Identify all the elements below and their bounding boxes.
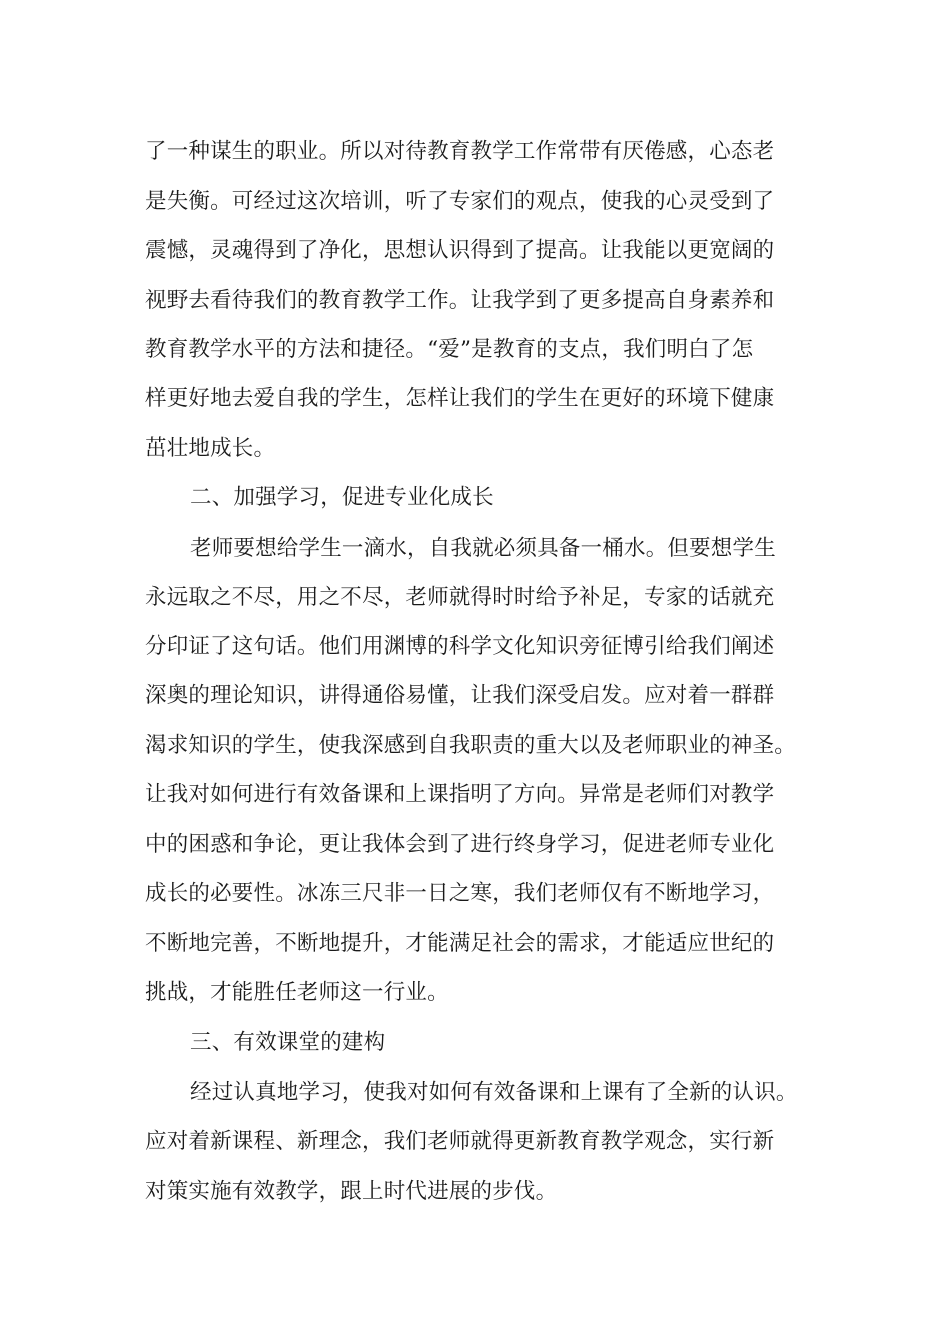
text-line: 深奥的理论知识，讲得通俗易懂，让我们深受启发。应对着一群群 (145, 683, 775, 708)
section-heading: 三、有效课堂的建构 (190, 1030, 386, 1055)
text-line: 了一种谋生的职业。所以对待教育教学工作常带有厌倦感，心态老 (145, 139, 775, 164)
text-line: 对策实施有效教学，跟上时代进展的步伐。 (145, 1179, 558, 1204)
text-line: 渴求知识的学生，使我深感到自我职责的重大以及老师职业的神圣。 (145, 733, 797, 758)
text-line: 永远取之不尽，用之不尽，老师就得时时给予补足，专家的话就充 (145, 585, 775, 610)
text-line: 茁壮地成长。 (145, 436, 276, 461)
text-line: 震憾，灵魂得到了净化，思想认识得到了提高。让我能以更宽阔的 (145, 238, 775, 263)
text-line: 教育教学水平的方法和捷径。“爱”是教育的支点，我们明白了怎 (145, 337, 754, 362)
text-line: 经过认真地学习，使我对如何有效备课和上课有了全新的认识。 (190, 1080, 798, 1105)
text-line: 分印证了这句话。他们用渊博的科学文化知识旁征博引给我们阐述 (145, 634, 775, 659)
text-line: 视野去看待我们的教育教学工作。让我学到了更多提高自身素养和 (145, 288, 775, 313)
text-line: 不断地完善，不断地提升，才能满足社会的需求，才能适应世纪的 (145, 931, 775, 956)
text-line: 样更好地去爱自我的学生，怎样让我们的学生在更好的环境下健康 (145, 386, 775, 411)
text-line: 让我对如何进行有效备课和上课指明了方向。异常是老师们对教学 (145, 782, 775, 807)
text-line: 中的困惑和争论，更让我体会到了进行终身学习，促进老师专业化 (145, 832, 775, 857)
text-line: 应对着新课程、新理念，我们老师就得更新教育教学观念，实行新 (145, 1129, 775, 1154)
text-line: 是失衡。可经过这次培训，听了专家们的观点，使我的心灵受到了 (145, 189, 775, 214)
text-line: 成长的必要性。冰冻三尺非一日之寒，我们老师仅有不断地学习， (145, 881, 775, 906)
text-line: 老师要想给学生一滴水，自我就必须具备一桶水。但要想学生 (190, 536, 776, 561)
section-heading: 二、加强学习，促进专业化成长 (190, 485, 494, 510)
text-line: 挑战，才能胜任老师这一行业。 (145, 980, 449, 1005)
